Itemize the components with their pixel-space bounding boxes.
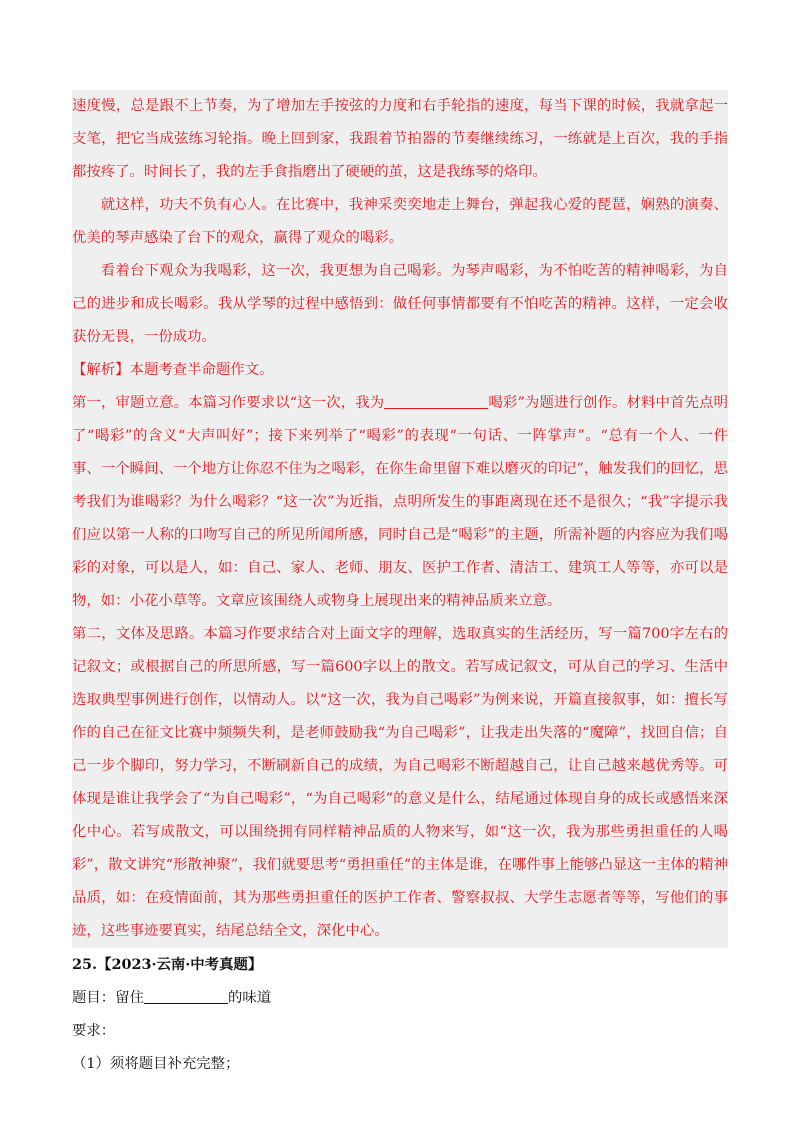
requirements-label: 要求： [72,1023,116,1039]
question-header [72,948,728,982]
analysis-title: 【解析】本题考查半命题作文。 [72,362,274,378]
question-number: 25. [72,956,98,973]
question-source: 【2023·云南·中考真题】 [97,956,263,973]
requirement-1: （1）须将题目补充完整； [72,1056,240,1072]
analysis-section-2: 第二，文体及思路。本篇习作要求结合对上面文字的理解，选取真实的生活经历，写一篇700字左右的记叙文；或根据自己的所思所感，写一篇600字以上的散文。若写成记叙文，可从自己的学习、生活中选取典型事例进行创作，以情动人。以“这一次，我为自己喝彩”为例来说，开篇直接叙事，如：擅长写作的自己在征文比赛中频频失利，是老师鼓励我“为自己喝彩”，让我走出失落的“魔障”，找回自信；自己一步个脚印，努力学习，不断刷新自己的成绩，为自己喝彩不断超越自己，让自己越来越优秀等。可体现是谁让我学会了“为自己喝彩”，“为自己喝彩”的意义是什么，结尾通过体现自身的成长或感悟来深化中心。若写成散文，可以围绕拥有同样精神品质的人物来写，如“这一次，我为那些勇担重任的人喝彩”，散文讲究“形散神聚”，我们就要思考“勇担重任”的主体是谁，在哪件事上能够凸显这一主体的精神品质，如：在疫情面前，其为那些勇担重任的医护工作者、警察叔叔、大学生志愿者等等，写他们的事迹，这些事迹要真实，结尾总结全文，深化中心。 [72,626,728,939]
question-title-end: 的味道 [227,990,272,1006]
fill-blank-line [384,394,488,409]
essay-paragraph-2: 就这样，功夫不负有心人。在比赛中，我神采奕奕地走上舞台，弹起我心爱的琵琶，娴熟的演奏、优美的琴声感染了台下的观众，赢得了观众的喝彩。 [72,197,728,246]
document-page [72,90,728,1081]
question-title [72,982,728,1015]
essay-paragraph-3: 看着台下观众为我喝彩，这一次，我更想为自己喝彩。为琴声喝彩，为不怕吃苦的精神喝彩，为自己的进步和成长喝彩。我从学琴的过程中感悟到：做任何事情都要有不怕吃苦的精神。这样，一定会收获份无畏，一份成功。 [72,263,728,345]
analysis-section-1-rest: 喝彩”为题进行创作。材料中首先点明了“喝彩”的含义“大声叫好”；接下来列举了“喝彩”的表现“一句话、一阵掌声”。“总有一个人、一件事、一个瞬间、一个地方让你忍不住为之喝彩，在你生命里留下难以磨灭的印记”，触发我们的回忆，思考我们为谁喝彩？为什么喝彩？“这一次”为近指，点明所发生的事距离现在还不是很久；“我”字提示我们应以第一人称的口吻写自己的所见所闻所感，同时自己是“喝彩”的主题，所需补题的内容应为我们喝彩的对象，可以是人，如：自己、家人、老师、朋友、医护工作者、清洁工、建筑工人等等，亦可以是物，如：小花小草等。文章应该围绕人或物身上展现出来的精神品质来立意。 [72,395,729,609]
essay-paragraph-1: 速度慢，总是跟不上节奏，为了增加左手按弦的力度和右手轮指的速度，每当下课的时候，我就拿起一支笔，把它当成弦练习轮指。晚上回到家，我跟着节拍器的节奏继续练习，一练就是上百次，我的手指都按疼了。时间长了，我的左手食指磨出了硬硬的茧，这是我练琴的烙印。 [72,98,728,180]
answer-block [72,90,728,948]
analysis-section-1 [72,387,728,618]
title-blank-line [144,989,228,1004]
analysis-section-1-start: 第一，审题立意。本篇习作要求以“这一次，我为 [72,395,385,411]
question-title-start: 题目：留住 [72,990,144,1006]
